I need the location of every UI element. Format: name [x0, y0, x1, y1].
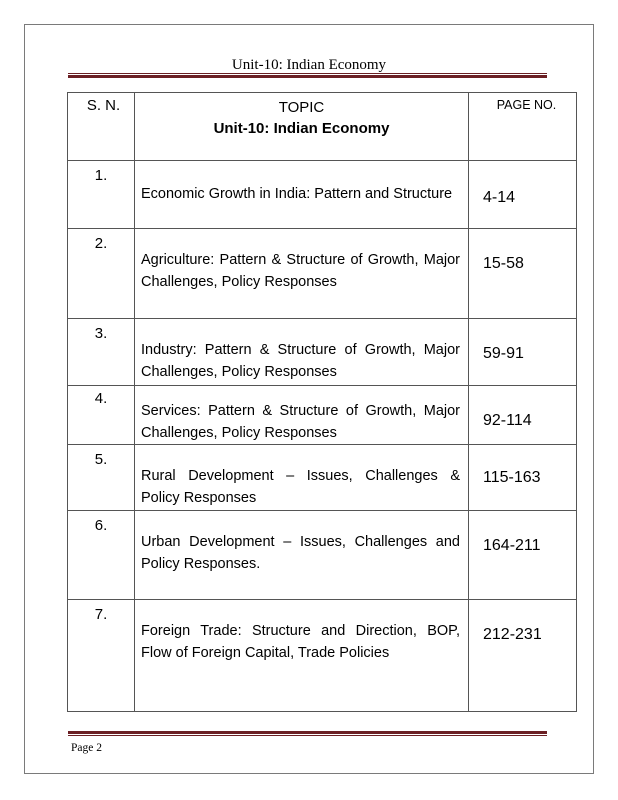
row-topic: Industry: Pattern & Structure of Growth, Major Challenges, Policy Responses [135, 319, 469, 386]
table-row [68, 386, 577, 445]
row-topic: Agriculture: Pattern & Structure of Growth, Major Challenges, Policy Responses [135, 229, 469, 319]
row-topic: Foreign Trade: Structure and Direction, BOP, Flow of Foreign Capital, Trade Policies [135, 600, 469, 712]
row-sn: 1. [68, 161, 135, 229]
row-topic: Rural Development – Issues, Challenges & Policy Responses [135, 445, 469, 511]
header-topic [135, 93, 469, 161]
row-page: 164-211 [469, 511, 577, 600]
row-sn: 4. [68, 386, 135, 445]
table-row [68, 600, 577, 712]
row-page: 59-91 [469, 319, 577, 386]
header-title: Unit-10: Indian Economy [231, 57, 387, 73]
contents-table [67, 92, 577, 712]
footer-page-number: Page 2 [71, 742, 102, 754]
header-topic-label: TOPIC [278, 99, 325, 116]
row-sn: 2. [68, 229, 135, 319]
footer-rule-thick [68, 731, 547, 734]
row-sn: 5. [68, 445, 135, 511]
row-page: 92-114 [469, 386, 577, 445]
header-rule-thick [68, 75, 547, 78]
row-page: 212-231 [469, 600, 577, 712]
row-topic: Economic Growth in India: Pattern and Structure [135, 161, 469, 229]
table-row [68, 445, 577, 511]
row-topic: Urban Development – Issues, Challenges and Policy Responses. [135, 511, 469, 600]
header-topic-subtitle: Unit-10: Indian Economy [213, 120, 390, 137]
table-row [68, 229, 577, 319]
row-page: 15-58 [469, 229, 577, 319]
header-rule-thin [68, 73, 547, 74]
table-row [68, 511, 577, 600]
row-sn: 7. [68, 600, 135, 712]
row-sn: 3. [68, 319, 135, 386]
row-sn: 6. [68, 511, 135, 600]
row-page: 4-14 [469, 161, 577, 229]
row-topic: Services: Pattern & Structure of Growth, Major Challenges, Policy Responses [135, 386, 469, 445]
table-row [68, 161, 577, 229]
header-page: PAGE NO. [469, 93, 577, 161]
row-page: 115-163 [469, 445, 577, 511]
footer-rule-thin [68, 735, 547, 736]
header-sn: S. N. [68, 93, 135, 161]
table-header-row [68, 93, 577, 161]
table-row [68, 319, 577, 386]
